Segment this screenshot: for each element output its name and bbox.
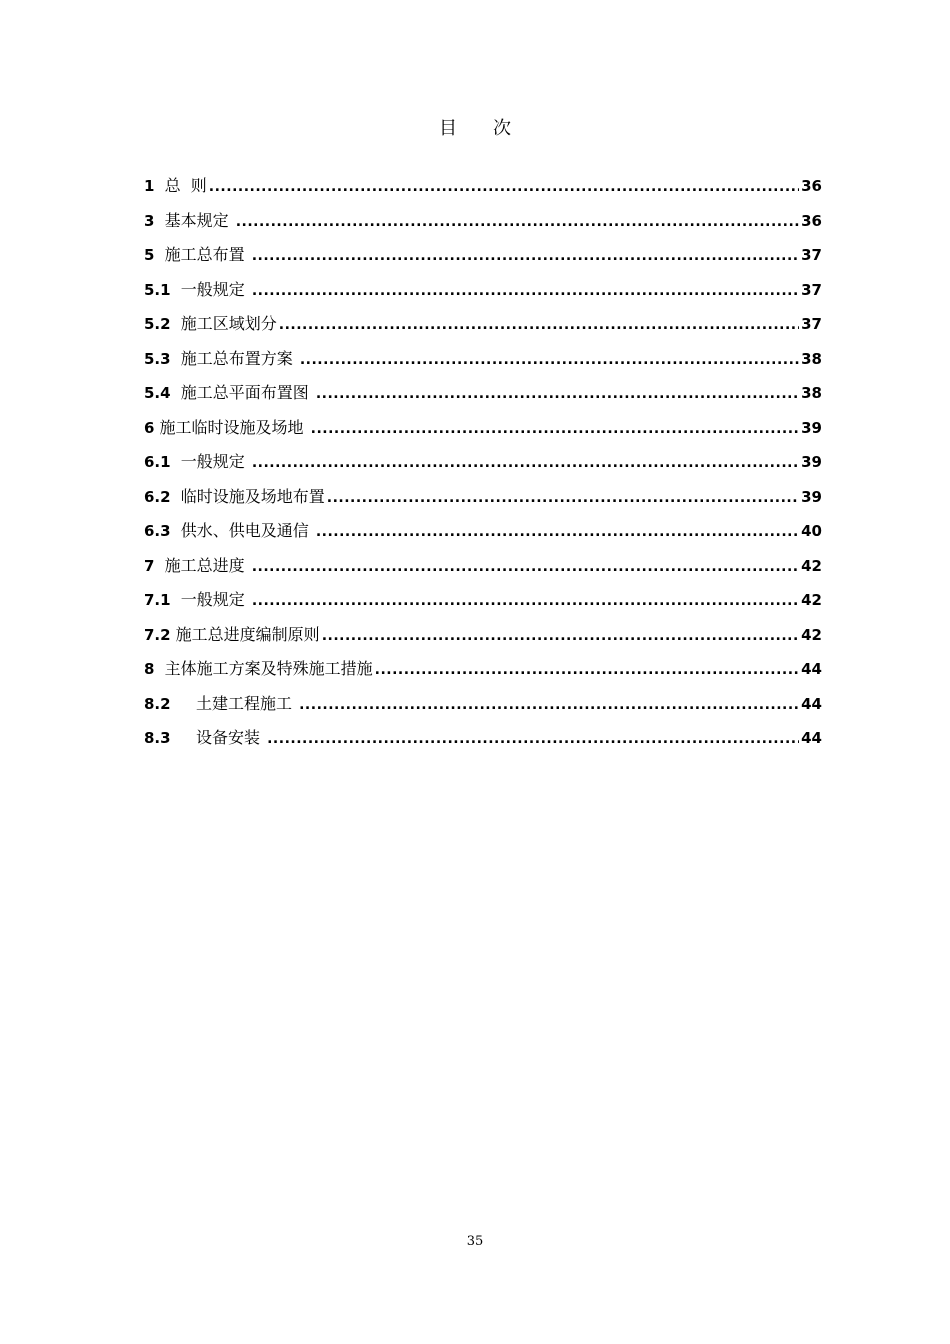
toc-entry-gap [171,521,181,540]
toc-entry-number: 1 [144,177,155,195]
toc-entry-page: 37 [801,315,822,333]
toc-entry-number: 5.2 [144,315,171,333]
toc-entry-leader-dots [322,628,799,644]
table-of-contents [144,173,822,760]
toc-entry-gap [171,694,196,713]
toc-entry-gap [154,211,164,230]
toc-entry-leader-dots [316,386,799,402]
toc-entry-leader-dots [267,731,799,747]
toc-entry-gap [154,659,164,678]
toc-entry-leader-dots [279,317,799,333]
page-number: 35 [466,1234,484,1249]
title-char-2: 次 [493,118,511,139]
toc-entry-leader-dots [252,593,799,609]
toc-entry-number: 7.2 [144,625,171,644]
toc-entry-title: 主体施工方案及特殊施工措施 [164,659,373,678]
toc-entry-leader-dots [300,352,799,368]
toc-entry-number: 5.1 [144,280,171,299]
toc-entry-number: 7 [144,556,155,575]
toc-entry-page: 39 [801,453,822,471]
toc-entry-leader-dots [316,524,799,540]
toc-entry-gap [154,176,164,195]
toc-entry-number: 8 [144,660,155,678]
toc-entry-page: 39 [801,418,822,437]
toc-entry[interactable] [144,311,822,346]
toc-entry-page: 42 [801,591,822,609]
toc-entry-gap [171,728,196,747]
toc-entry-number: 6.1 [144,453,171,471]
toc-entry-title: 施工总布置方案 [180,348,298,368]
page-title [0,114,950,140]
title-char-1: 目 [439,118,457,139]
toc-entry-page: 44 [801,660,822,678]
toc-entry[interactable] [144,691,822,726]
toc-entry-number: 8.3 [144,729,171,747]
toc-entry-title: 一般规定 [180,279,250,299]
toc-entry-number: 6.2 [144,487,171,506]
toc-entry[interactable] [144,622,822,657]
toc-entry[interactable] [144,725,822,760]
toc-entry-title: 临时设施及场地布置 [180,486,325,506]
toc-entry-page: 42 [801,556,822,575]
toc-entry-title: 土建工程施工 [196,693,298,713]
toc-entry-leader-dots [311,421,800,437]
toc-entry-page: 40 [801,522,822,540]
toc-entry-leader-dots [375,662,800,678]
toc-entry-leader-dots [252,283,799,299]
toc-entry-gap [171,487,181,506]
toc-entry-page: 39 [801,487,822,506]
toc-entry-gap [171,452,181,471]
toc-entry-title: 一般规定 [180,452,250,471]
toc-entry-gap [171,349,181,368]
toc-entry-title: 施工区域划分 [180,314,277,333]
toc-entry-leader-dots [327,490,799,506]
toc-entry-number: 7.1 [144,591,171,609]
toc-entry-leader-dots [252,455,799,471]
toc-entry[interactable] [144,415,822,450]
toc-entry[interactable] [144,173,822,208]
toc-entry-leader-dots [209,179,799,195]
toc-entry-leader-dots [252,248,799,264]
toc-entry-leader-dots [252,559,799,575]
toc-entry-number: 5.3 [144,349,171,368]
toc-entry-number: 6 [144,418,155,437]
toc-entry-title: 施工总进度编制原则 [175,624,320,644]
toc-entry-page: 38 [801,384,822,402]
toc-entry-page: 37 [801,246,822,264]
toc-entry-gap [154,556,164,575]
toc-entry-number: 5 [144,246,155,264]
toc-entry-number: 8.2 [144,694,171,713]
toc-entry[interactable] [144,656,822,691]
toc-entry-gap [171,280,181,299]
toc-entry-page: 37 [801,280,822,299]
toc-entry-page: 36 [801,211,822,230]
toc-entry-gap [171,314,181,333]
toc-entry-page: 44 [801,729,822,747]
toc-entry-gap [154,245,164,264]
toc-entry-number: 5.4 [144,384,171,402]
toc-entry-leader-dots [299,697,799,713]
toc-entry-title: 一般规定 [180,590,250,609]
toc-entry-page: 38 [801,349,822,368]
toc-entry-number: 6.3 [144,522,171,540]
toc-entry[interactable] [144,587,822,622]
toc-entry-number: 3 [144,211,155,230]
toc-entry-title: 施工总布置 [164,245,250,264]
toc-entry[interactable] [144,484,822,519]
toc-entry[interactable] [144,518,822,553]
toc-entry-title: 施工临时设施及场地 [159,417,309,437]
toc-entry-title: 基本规定 [164,210,234,230]
toc-entry[interactable] [144,346,822,381]
toc-entry-page: 36 [801,177,822,195]
toc-entry-title: 施工总平面布置图 [180,383,314,402]
toc-entry-page: 44 [801,694,822,713]
toc-entry-leader-dots [236,214,799,230]
toc-entry[interactable] [144,242,822,277]
toc-entry-title: 供水、供电及通信 [180,521,314,540]
toc-entry[interactable] [144,208,822,243]
toc-entry-title: 总 则 [164,176,207,195]
toc-entry-gap [171,590,181,609]
toc-entry[interactable] [144,277,822,312]
toc-entry-gap [171,383,181,402]
toc-entry[interactable] [144,380,822,415]
toc-entry-title: 设备安装 [196,728,266,747]
toc-entry-page: 42 [801,625,822,644]
toc-entry[interactable] [144,553,822,588]
toc-entry[interactable] [144,449,822,484]
toc-entry-title: 施工总进度 [164,555,250,575]
